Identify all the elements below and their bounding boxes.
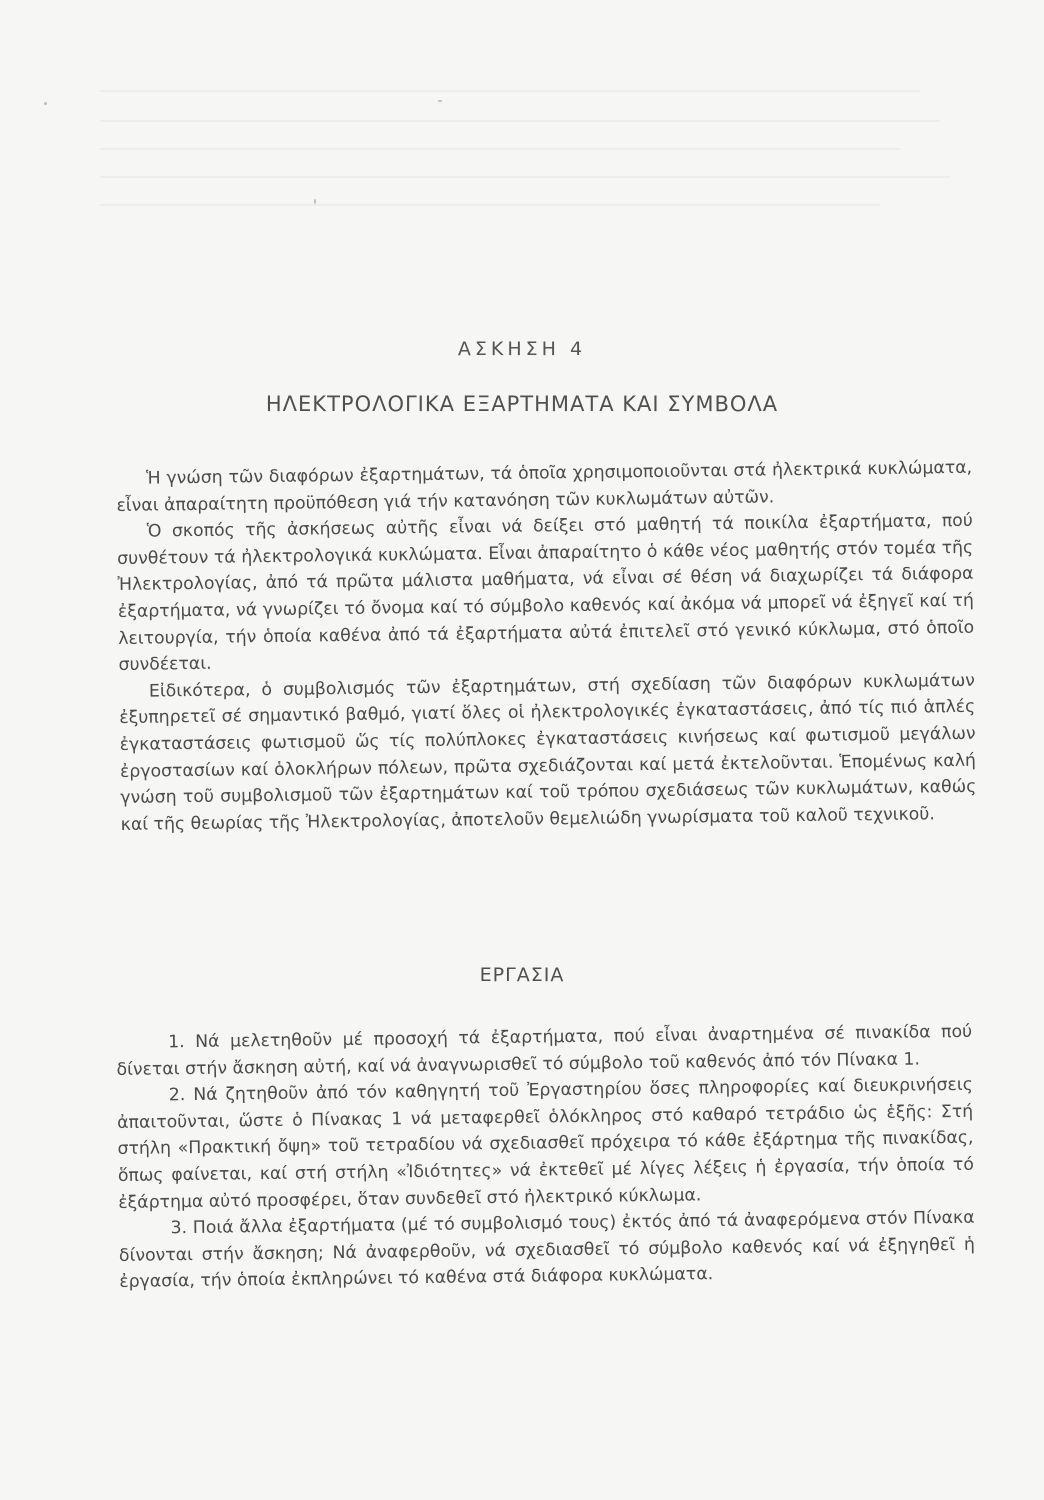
intro-text <box>116 455 977 838</box>
show-through-line <box>100 148 900 150</box>
task-item: 3. Ποιά ἄλλα ἐξαρτήματα (μέ τό συμβολισμό τους) ἐκτός ἀπό τά ἀναφερόμενα στόν Πίνακα δίνονται στήν ἄσκηση; Νά ἀναφερθοῦν, νά σχεδιασθεῖ τό σύμβολο καθενός καί νά ἐξηγηθεῖ ἡ ἐργασία, τήν ὁποία ἐκπληρώνει τό καθένα στά διάφορα κυκλώματα. <box>118 1207 976 1293</box>
task-item: 2. Νά ζητηθοῦν ἀπό τόν καθηγητή τοῦ Ἐργαστηρίου ὅσες πληροφορίες καί διευκρινήσεις ἀπαιτοῦνται, ὥστε ὁ Πίνακας 1 νά μεταφερθεῖ ὁλόκληρος στό καθαρό τετράδιο ὡς ἑξῆς: Στή στήλη «Πρακτική ὄψη» τοῦ τετραδίου νά σχεδιασθεῖ πρόχειρα τό κάθε ἐξάρτημα τῆς πινακίδας, ὅπως φαίνεται, καί στή στήλη «Ἰδιότητες» νά ἐκτεθεῖ μέ λίγες λέξεις ἡ ἐργασία, τήν ὁποία τό ἐξάρτημα αὐτό προσφέρει, ὅταν συνδεθεῖ στό ἠλεκτρικό κύκλωμα. <box>117 1074 974 1213</box>
chapter-title: ΗΛΕΚΤΡΟΛΟΓΙΚΑ ΕΞΑΡΤΗΜΑΤΑ ΚΑΙ ΣΥΜΒΟΛΑ <box>265 392 779 416</box>
exercise-title: ΑΣΚΗΣΗ 4 <box>457 338 587 360</box>
intro-paragraph: Ὁ σκοπός τῆς ἀσκήσεως αὐτῆς εἶναι νά δείξει στό μαθητή τά ποικίλα ἐξαρτήματα, πού συνθέτουν τά ἠλεκτρολογικά κυκλώματα. Εἶναι ἀπαραίτητο ὁ κάθε νέος μαθητής στόν τομέα τῆς Ἠλεκτρολογίας, ἀπό τά πρῶτα μάλιστα μαθήματα, νά εἶναι σέ θέση νά διαχωρίζει τά διάφορα ἐξαρτήματα, νά γνωρίζει τό ὄνομα καί τό σύμβολο καθενός καί ἀκόμα νά μπορεῖ νά ἐξηγεῖ καί τή λειτουργία, τήν ὁποία καθένα ἀπό τά ἐξαρτήματα αὐτά ἐπιτελεῖ στό γενικό κύκλωμα, στό ὁποῖο συνδέεται. <box>117 510 975 676</box>
show-through-line <box>100 90 920 92</box>
section-title: ΕΡΓΑΣΙΑ <box>479 964 565 986</box>
show-through-line <box>100 176 950 178</box>
paper-speck <box>44 102 47 105</box>
paper-speck <box>314 199 316 204</box>
show-through-line <box>100 120 940 122</box>
intro-paragraph: Εἰδικότερα, ὁ συμβολισμός τῶν ἐξαρτημάτων, στή σχεδίαση τῶν διαφόρων κυκλωμάτων ἐξυπηρετεῖ σέ σημαντικό βαθμό, γιατί ὅλες οἱ ἠλεκτρολογικές ἐγκαταστάσεις, ἀπό τίς πιό ἁπλές ἐγκαταστάσεις φωτισμοῦ ὥς τίς πολύπλοκες ἐγκαταστάσεις κινήσεως καί φωτισμοῦ μεγάλων ἐργοστασίων καί ὁλοκλήρων πόλεων, πρῶτα σχεδιάζονται καί μετά ἐκτελοῦνται. Ἑπομένως καλή γνώση τοῦ συμβολισμοῦ τῶν ἐξαρτημάτων καί τοῦ τρόπου σχεδιάσεως τῶν κυκλωμάτων, καθώς καί τῆς θεωρίας τῆς Ἠλεκτρολογίας, ἀποτελοῦν θεμελιώδη γνωρίσματα τοῦ καλοῦ τεχνικοῦ. <box>119 670 977 835</box>
show-through-line <box>100 204 880 206</box>
task-item: 1. Νά μελετηθοῦν μέ προσοχή τά ἐξαρτήματα, πού εἶναι ἀναρτημένα σέ πινακίδα πού δίνεται στήν ἄσκηση αὐτή, καί νά ἀναγνωρισθεῖ τό σύμβολο τοῦ καθενός ἀπό τόν Πίνακα 1. <box>116 1021 973 1080</box>
paper-speck <box>438 100 442 102</box>
show-through-marks <box>100 80 960 340</box>
task-list <box>116 1019 975 1296</box>
intro-paragraph: Ἡ γνώση τῶν διαφόρων ἐξαρτημάτων, τά ὁποῖα χρησιμοποιοῦνται στά ἠλεκτρικά κυκλώματα, εἶναι ἀπαραίτητη προϋπόθεση γιά τήν κατανόηση τῶν κυκλωμάτων αὐτῶν. <box>116 457 973 516</box>
